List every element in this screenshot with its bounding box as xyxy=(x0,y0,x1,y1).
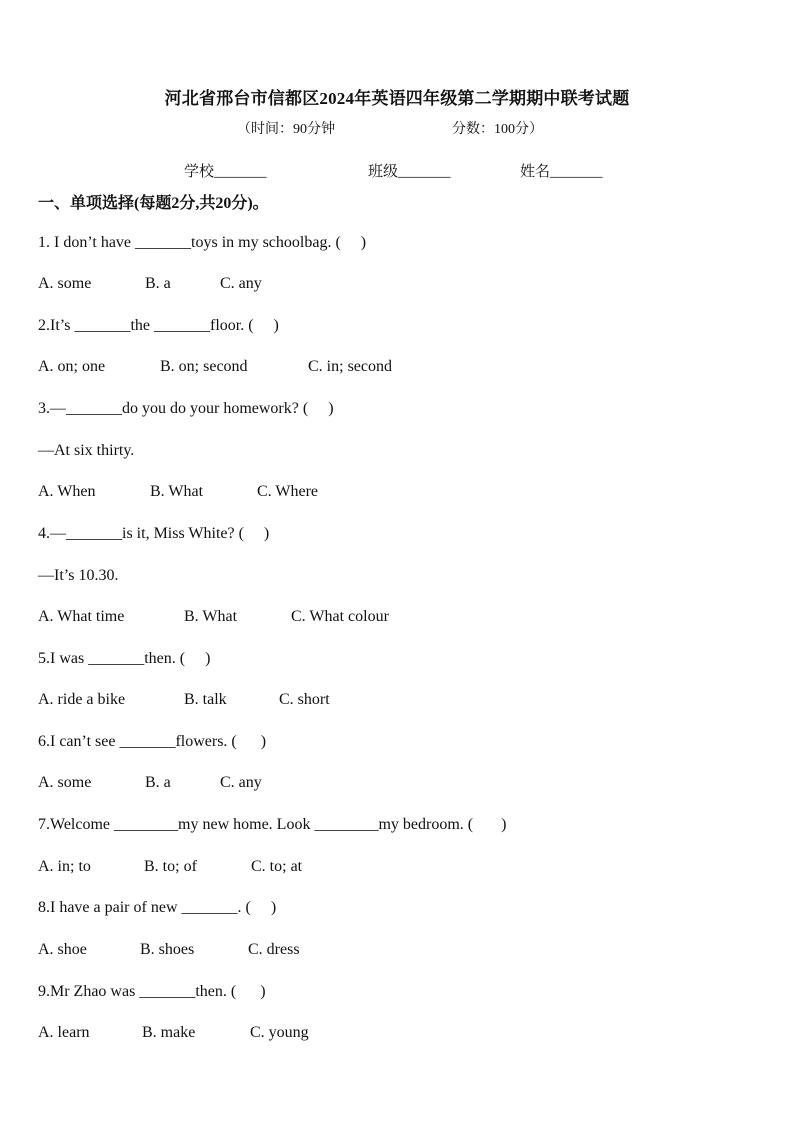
question-options xyxy=(38,358,738,380)
option-b: B. on; second xyxy=(160,358,248,375)
school-field: 学校_______ xyxy=(184,164,267,180)
question-stem: 2.It’s _______the _______floor. ( ) xyxy=(38,317,279,334)
question-stem: 4.—_______is it, Miss White? ( ) xyxy=(38,525,270,542)
question-options xyxy=(38,774,738,796)
option-b: B. to; of xyxy=(144,858,197,875)
option-a: A. shoe xyxy=(38,941,87,958)
question-stem: 7.Welcome ________my new home. Look ________my bedroom. ( ) xyxy=(38,816,507,833)
option-c: C. Where xyxy=(257,483,319,500)
option-c: C. short xyxy=(279,691,330,708)
page-title: 河北省邢台市信都区2024年英语四年级第二学期期中联考试题 xyxy=(164,89,630,108)
question-options xyxy=(38,275,738,297)
option-a: A. learn xyxy=(38,1024,90,1041)
option-b: B. shoes xyxy=(140,941,195,958)
question-answer-line: —It’s 10.30. xyxy=(38,567,119,584)
question-options xyxy=(38,691,738,713)
option-c: C. in; second xyxy=(308,358,392,375)
option-c: C. any xyxy=(220,275,262,292)
option-a: A. What time xyxy=(38,608,125,625)
question-answer-line: —At six thirty. xyxy=(38,442,135,459)
question-stem: 9.Mr Zhao was _______then. ( ) xyxy=(38,983,266,1000)
option-a: A. in; to xyxy=(38,858,91,875)
option-b: B. a xyxy=(145,275,171,292)
name-field: 姓名_______ xyxy=(520,164,603,180)
question-stem: 1. I don’t have _______toys in my schoolbag. ( ) xyxy=(38,234,367,251)
question-options xyxy=(38,483,738,505)
question-options xyxy=(38,941,738,963)
question-stem: 6.I can’t see _______flowers. ( ) xyxy=(38,733,267,750)
option-c: C. to; at xyxy=(251,858,303,875)
option-a: A. on; one xyxy=(38,358,106,375)
option-a: A. some xyxy=(38,774,92,791)
option-b: B. make xyxy=(142,1024,196,1041)
option-a: A. ride a bike xyxy=(38,691,126,708)
class-field: 班级_______ xyxy=(368,164,451,180)
exam-time: （时间：90分钟 xyxy=(237,122,335,137)
question-stem: 8.I have a pair of new _______. ( ) xyxy=(38,899,277,916)
option-b: B. What xyxy=(184,608,238,625)
option-c: C. dress xyxy=(248,941,300,958)
option-c: C. young xyxy=(250,1024,309,1041)
option-b: B. a xyxy=(145,774,171,791)
question-stem: 5.I was _______then. ( ) xyxy=(38,650,211,667)
section-heading: 一、单项选择(每题2分,共20分)。 xyxy=(38,195,269,212)
question-stem: 3.—_______do you do your homework? ( ) xyxy=(38,400,334,417)
option-a: A. When xyxy=(38,483,96,500)
exam-score: 分数：100分） xyxy=(452,122,543,137)
question-options xyxy=(38,858,738,880)
option-b: B. What xyxy=(150,483,204,500)
option-a: A. some xyxy=(38,275,92,292)
option-b: B. talk xyxy=(184,691,227,708)
option-c: C. What colour xyxy=(291,608,389,625)
question-options xyxy=(38,1024,738,1046)
option-c: C. any xyxy=(220,774,262,791)
question-options xyxy=(38,608,738,630)
